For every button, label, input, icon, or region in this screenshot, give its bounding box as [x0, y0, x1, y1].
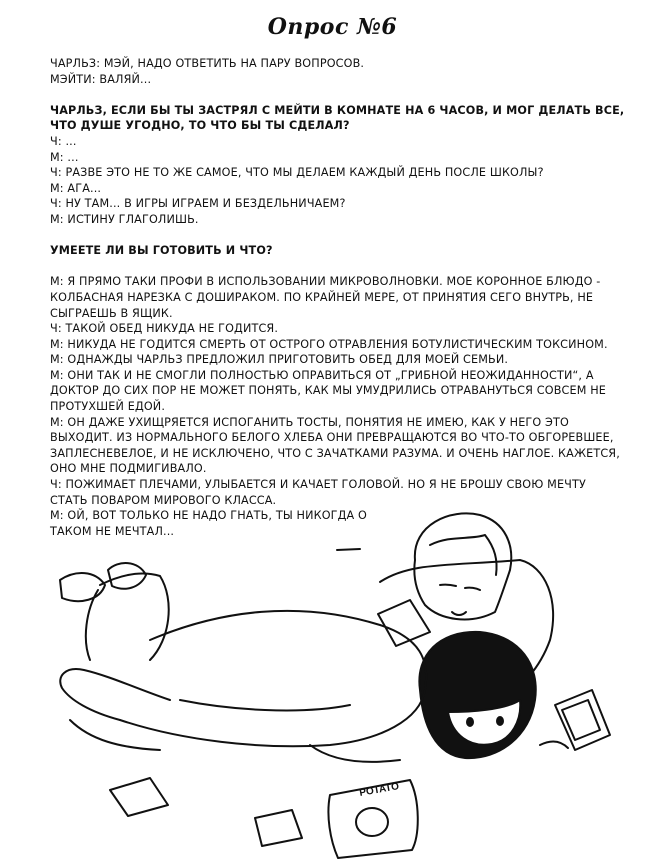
- sock-left: [60, 573, 105, 601]
- floor-paper: [110, 778, 168, 816]
- answer-line: М: ...: [50, 150, 79, 164]
- floor-paper: [255, 810, 302, 846]
- answer-line: ЗАПЛЕСНЕВЕЛОЕ, И НЕ ИСКЛЮЧЕНО, ЧТО С ЗАЧАТКАМИ РАЗУМА. И ОЧЕНЬ НАГЛОЕ. КАЖЕТСЯ,: [50, 446, 620, 460]
- answer-line: СТАТЬ ПОВАРОМ МИРОВОГО КЛАССА.: [50, 493, 277, 507]
- answer-line: Ч: НУ ТАМ... В ИГРЫ ИГРАЕМ И БЕЗДЕЛЬНИЧАЕМ?: [50, 197, 346, 211]
- question-1-line: ЧАРЛЬЗ, ЕСЛИ БЫ ТЫ ЗАСТРЯЛ С МЕЙТИ В КОМНАТЕ НА 6 ЧАСОВ, И МОГ ДЕЛАТЬ ВСЕ,: [50, 103, 625, 117]
- answer-line: ПРОТУХШЕЙ ЕДОЙ.: [50, 400, 166, 414]
- answer-line: М: НИКУДА НЕ ГОДИТСЯ СМЕРТЬ ОТ ОСТРОГО ОТРАВЛЕНИЯ БОТУЛИСТИЧЕСКИМ ТОКСИНОМ.: [50, 337, 608, 351]
- answer-line: ТАКОМ НЕ МЕЧТАЛ...: [50, 524, 175, 538]
- question-1-line: ЧТО ДУШЕ УГОДНО, ТО ЧТО БЫ ТЫ СДЕЛАЛ?: [50, 119, 350, 133]
- answer-line: М: ИСТИНУ ГЛАГОЛИШЬ.: [50, 212, 199, 226]
- answer-line: М: АГА...: [50, 181, 102, 195]
- handheld-console: [555, 690, 610, 750]
- answer-line: Ч: ТАКОЙ ОБЕД НИКУДА НЕ ГОДИТСЯ.: [50, 322, 279, 336]
- answer-line: М: ОДНАЖДЫ ЧАРЛЬЗ ПРЕДЛОЖИЛ ПРИГОТОВИТЬ ОБЕД ДЛЯ МОЕЙ СЕМЬИ.: [50, 353, 509, 367]
- intro-line: МЭЙТИ: ВАЛЯЙ...: [50, 72, 152, 86]
- answer-line: М: ОН ДАЖЕ УХИЩРЯЕТСЯ ИСПОГАНИТЬ ТОСТЫ, ПОНЯТИЯ НЕ ИМЕЮ, КАК У НЕГО ЭТО: [50, 415, 569, 429]
- paper-sheet: [378, 600, 430, 646]
- chip-bag-label: POTATO: [358, 781, 400, 799]
- page-title: Опрос №6: [267, 14, 398, 40]
- answer-line: М: ОНИ ТАК И НЕ СМОГЛИ ПОЛНОСТЬЮ ОПРАВИТЬСЯ ОТ „ГРИБНОЙ НЕОЖИДАННОСТИ“, А: [50, 368, 594, 382]
- answer-line: ДОКТОР ДО СИХ ПОР НЕ МОЖЕТ ПОНЯТЬ, КАК МЫ УМУДРИЛИСЬ ОТРАВАНУТЬСЯ СОВСЕМ НЕ: [50, 384, 606, 398]
- answer-line: М: ОЙ, ВОТ ТОЛЬКО НЕ НАДО ГНАТЬ, ТЫ НИКОГДА О: [50, 509, 368, 523]
- answer-line: ВЫХОДИТ. ИЗ НОРМАЛЬНОГО БЕЛОГО ХЛЕБА ОНИ ПРЕВРАЩАЮТСЯ ВО ЧТО-ТО ОБГОРЕВШЕЕ,: [50, 431, 614, 445]
- answer-line: М: Я ПРЯМО ТАКИ ПРОФИ В ИСПОЛЬЗОВАНИИ МИКРОВОЛНОВКИ. МОЕ КОРОННОЕ БЛЮДО -: [50, 275, 601, 289]
- answer-line: КОЛБАСНАЯ НАРЕЗКА С ДОШИРАКОМ. ПО КРАЙНЕЙ МЕРЕ, ОТ ПРИНЯТИЯ СЕГО ВНУТРЬ, НЕ: [50, 290, 594, 304]
- answer-line: Ч: РАЗВЕ ЭТО НЕ ТО ЖЕ САМОЕ, ЧТО МЫ ДЕЛАЕМ КАЖДЫЙ ДЕНЬ ПОСЛЕ ШКОЛЫ?: [50, 166, 544, 180]
- answer-line: Ч: ПОЖИМАЕТ ПЛЕЧАМИ, УЛЫБАЕТСЯ И КАЧАЕТ ГОЛОВОЙ. НО Я НЕ БРОШУ СВОЮ МЕЧТУ: [50, 478, 586, 492]
- intro-line: ЧАРЛЬЗ: МЭЙ, НАДО ОТВЕТИТЬ НА ПАРУ ВОПРОСОВ.: [50, 57, 365, 70]
- answer-line: ОНО МНЕ ПОДМИГИВАЛО.: [50, 462, 207, 476]
- answer-line: СЫГРАЕШЬ В ЯЩИК.: [50, 306, 173, 320]
- answer-line: Ч: ...: [50, 134, 77, 148]
- question-2: УМЕЕТЕ ЛИ ВЫ ГОТОВИТЬ И ЧТО?: [50, 244, 273, 258]
